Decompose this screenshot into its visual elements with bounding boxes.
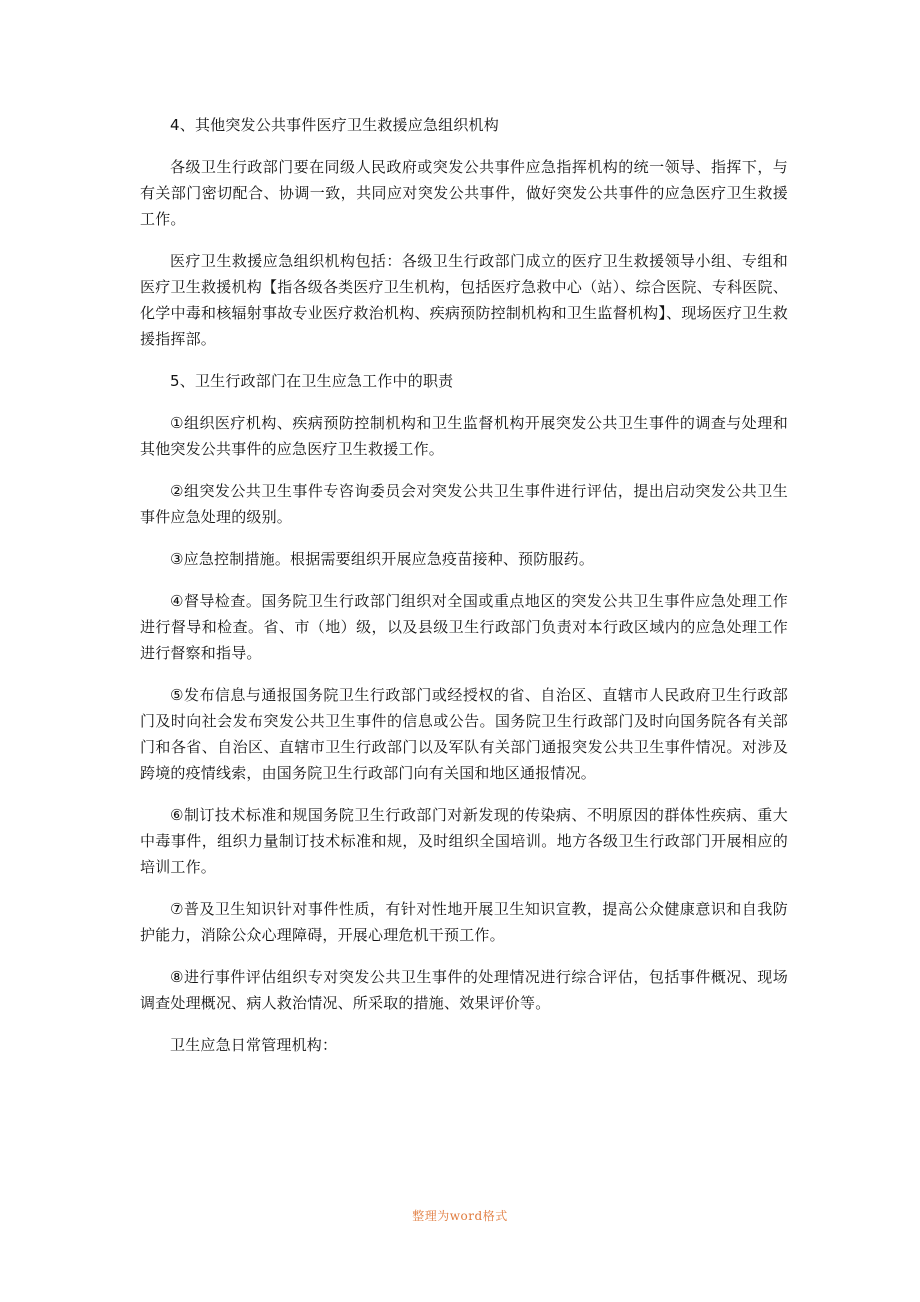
- duty-item-3: ③应急控制措施。根据需要组织开展应急疫苗接种、预防服药。: [170, 550, 595, 568]
- duty-item-1: ①组织医疗机构、疾病预防控制机构和卫生监督机构开展突发公共卫生事件的调查与处理和其他突发公共事件的应急医疗卫生救援工作。: [140, 414, 788, 458]
- duty-item-2: ②组突发公共卫生事件专咨询委员会对突发公共卫生事件进行评估，提出启动突发公共卫生事件应急处理的级别。: [140, 482, 788, 526]
- duty-item-7: ⑦普及卫生知识针对事件性质，有针对性地开展卫生知识宣教，提高公众健康意识和自我防护能力，消除公众心理障碍，开展心理危机干预工作。: [140, 900, 788, 944]
- paragraph-leadership: 各级卫生行政部门要在同级人民政府或突发公共事件应急指挥机构的统一领导、指挥下，与有关部门密切配合、协调一致，共同应对突发公共事件，做好突发公共事件的应急医疗卫生救援工作。: [140, 158, 788, 228]
- page-footer: 整理为word格式: [412, 1209, 508, 1223]
- duty-item-6: ⑥制订技术标准和规国务院卫生行政部门对新发现的传染病、不明原因的群体性疾病、重大中毒事件，组织力量制订技术标准和规，及时组织全国培训。地方各级卫生行政部门开展相应的培训工作。: [140, 806, 788, 876]
- section-heading-5: 5、卫生行政部门在卫生应急工作中的职责: [170, 372, 454, 390]
- document-body: [140, 112, 788, 1074]
- closing-heading: 卫生应急日常管理机构：: [170, 1036, 338, 1054]
- section-heading-4: 4、其他突发公共事件医疗卫生救援应急组织机构: [170, 116, 499, 134]
- duty-item-4: ④督导检查。国务院卫生行政部门组织对全国或重点地区的突发公共卫生事件应急处理工作进行督导和检查。省、市（地）级，以及县级卫生行政部门负责对本行政区域内的应急处理工作进行督察和指导。: [140, 592, 788, 662]
- duty-item-8: ⑧进行事件评估组织专对突发公共卫生事件的处理情况进行综合评估，包括事件概况、现场调查处理概况、病人救治情况、所采取的措施、效果评价等。: [140, 968, 788, 1012]
- duty-item-5: ⑤发布信息与通报国务院卫生行政部门或经授权的省、自治区、直辖市人民政府卫生行政部门及时向社会发布突发公共卫生事件的信息或公告。国务院卫生行政部门及时向国务院各有关部门和各省、自治区、直辖市卫生行政部门以及军队有关部门通报突发公共卫生事件情况。对涉及跨境的疫情线索，由国务院卫生行政部门向有关国和地区通报情况。: [140, 686, 788, 782]
- paragraph-organization: 医疗卫生救援应急组织机构包括：各级卫生行政部门成立的医疗卫生救援领导小组、专组和医疗卫生救援机构【指各级各类医疗卫生机构，包括医疗急救中心（站）、综合医院、专科医院、化学中毒和核辐射事故专业医疗救治机构、疾病预防控制机构和卫生监督机构】、现场医疗卫生救援指挥部。: [140, 252, 788, 348]
